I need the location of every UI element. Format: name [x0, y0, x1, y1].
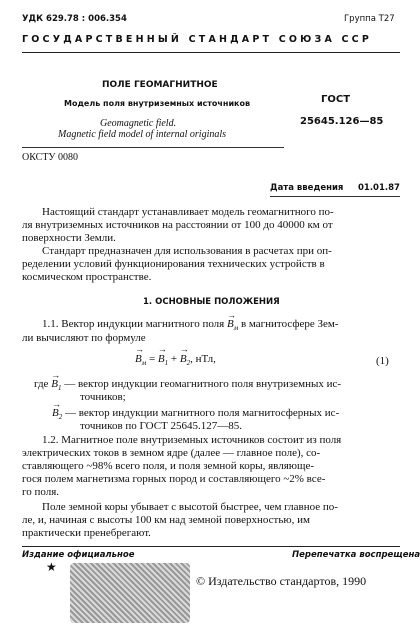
formula-number: (1): [376, 355, 389, 367]
formula-term-2: → $B_2$: [180, 353, 190, 367]
formula-1: [135, 353, 216, 367]
clause-text: в магнитосфере Зем-: [240, 318, 339, 330]
gost-label: ГОСТ: [321, 94, 351, 105]
okstu-code: ОКСТУ 0080: [22, 152, 79, 163]
document-subtitle: Модель поля внутриземных источников: [64, 99, 251, 108]
effective-date-label: Дата введения: [270, 183, 344, 193]
b2-definition-cont: точников по ГОСТ 25645.127—85.: [80, 420, 243, 432]
gost-number: 25645.126—85: [300, 116, 384, 127]
title-divider: [22, 147, 284, 148]
clause-1-2-line: ставляющего ~98% всего поля, и поля земной коры, являющe-: [22, 460, 314, 472]
standard-banner: ГОСУДАРСТВЕННЫЙ СТАНДАРТ СОЮЗА ССР: [22, 34, 373, 45]
group-code: Группа Т27: [344, 14, 395, 24]
intro-line: космическом пространстве.: [22, 271, 152, 283]
crust-paragraph-line: ле, и, начиная с высоты 100 км над земной поверхностью, им: [22, 514, 310, 526]
intro-line: Стандарт предназначен для использования в расчетах при оп-: [42, 245, 332, 257]
b-vector-symbol: → $B_м$: [227, 318, 238, 335]
effective-date-value: 01.01.87: [358, 183, 400, 193]
intro-line: ределении условий функционирования технических устройств в: [22, 258, 325, 270]
formula-term-1: → $B_1$: [158, 353, 168, 367]
clause-1-2-line: гося полем магнетизма горных пород и составляющего ~2% все-: [22, 473, 326, 485]
b2-description: — вектор индукции магнитного поля магнитосферных ис-: [64, 407, 340, 419]
library-stamp: [70, 563, 190, 623]
intro-line: Настоящий стандарт устанавливает модель геомагнитного по-: [42, 206, 334, 218]
formula-lhs: → $B_м$: [135, 353, 146, 367]
clause-1-2-line: го поля.: [22, 486, 60, 498]
udk-code: УДК 629.78 : 006.354: [22, 14, 127, 24]
crust-paragraph-line: Поле земной коры убывает с высотой быстрее, чем главное по-: [42, 501, 338, 513]
date-divider: [270, 196, 400, 197]
clause-1-2-line: электрических токов в земном ядре (далее — главное поле), со-: [22, 447, 321, 459]
document-title: ПОЛЕ ГЕОМАГНИТНОЕ: [102, 80, 218, 90]
b1-symbol: → $B_1$: [51, 378, 61, 395]
formula-eq: =: [146, 353, 158, 365]
english-title-line2: Magnetic field model of internal originals: [58, 129, 227, 140]
b1-description: — вектор индукции геомагнитного поля внутриземных ис-: [64, 378, 342, 390]
clause-1-1-line: ли вычисляют по формуле: [22, 332, 146, 344]
official-edition: Издание официальное: [22, 550, 135, 560]
b1-definition-cont: точников;: [80, 391, 126, 403]
header-rule: [22, 52, 400, 53]
star-icon: ★: [46, 560, 57, 574]
section-1-heading: 1. ОСНОВНЫЕ ПОЛОЖЕНИЯ: [143, 297, 280, 307]
clause-1-2-line: 1.2. Магнитное поле внутриземных источников состоит из поля: [42, 434, 342, 446]
reprint-notice: Перепечатка воспрещена: [292, 550, 420, 560]
publisher-copyright: © Издательство стандартов, 1990: [196, 574, 367, 588]
formula-unit: , нТл,: [190, 353, 216, 365]
clause-text: 1.1. Вектор индукции магнитного поля: [42, 318, 225, 330]
where-word: где: [34, 378, 49, 390]
b2-symbol: → $B_2$: [52, 407, 62, 424]
english-title-line1: Geomagnetic field.: [100, 118, 177, 129]
intro-line: ля внутриземных источников на расстоянии от 100 до 40000 км от: [22, 219, 333, 231]
crust-paragraph-line: практически пренебрегают.: [22, 527, 151, 539]
footer-rule: [22, 546, 400, 547]
formula-plus: +: [168, 353, 180, 365]
intro-line: поверхности Земли.: [22, 232, 116, 244]
